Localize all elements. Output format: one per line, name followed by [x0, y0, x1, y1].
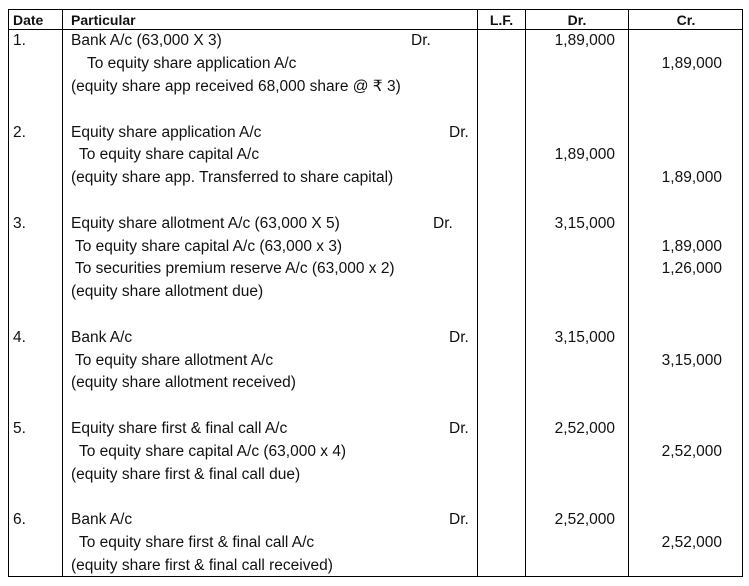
narration: (equity share first & final call due)	[71, 465, 301, 483]
header-date: Date	[13, 12, 44, 28]
column-divider	[477, 10, 478, 576]
credit-account: To equity share capital A/c (63,000 x 4)	[79, 442, 347, 460]
debit-account: Equity share allotment A/c (63,000 X 5)	[71, 214, 340, 232]
credit-amount: 1,89,000	[661, 169, 722, 187]
column-divider	[62, 10, 63, 576]
entry-number: 6.	[13, 511, 26, 529]
header-cr: Cr.	[676, 12, 696, 28]
credit-amount: 2,52,000	[661, 533, 722, 551]
debit-amount: 1,89,000	[554, 32, 615, 50]
credit-amount: 1,89,000	[661, 237, 722, 255]
debit-account: Equity share application A/c	[71, 123, 262, 141]
narration: (equity share allotment due)	[71, 283, 264, 301]
entry-number: 3.	[13, 214, 26, 232]
narration: (equity share first & final call received)	[71, 556, 333, 574]
entry-number: 2.	[13, 123, 26, 141]
narration: (equity share allotment received)	[71, 374, 296, 392]
debit-amount: 1,89,000	[554, 146, 615, 164]
entry-number: 5.	[13, 419, 26, 437]
journal-table	[8, 9, 743, 577]
debit-account: Equity share first & final call A/c	[71, 419, 288, 437]
dr-marker: Dr.	[449, 123, 469, 141]
narration: (equity share app received 68,000 share @ ₹ 3)	[71, 77, 401, 95]
credit-account: To equity share application A/c	[87, 55, 297, 73]
entry-number: 1.	[13, 32, 26, 50]
dr-marker: Dr.	[449, 328, 469, 346]
credit-account: To equity share capital A/c (63,000 x 3)	[75, 237, 343, 255]
header-particular: Particular	[71, 12, 136, 28]
dr-marker: Dr.	[449, 419, 469, 437]
column-divider	[525, 10, 526, 576]
credit-amount: 1,26,000	[661, 260, 722, 278]
credit-account: To equity share first & final call A/c	[79, 533, 315, 551]
credit-amount: 3,15,000	[661, 351, 722, 369]
dr-marker: Dr.	[449, 511, 469, 529]
dr-marker: Dr.	[411, 32, 431, 50]
credit-amount: 2,52,000	[661, 442, 722, 460]
header-lf: L.F.	[489, 12, 514, 28]
debit-amount: 3,15,000	[554, 328, 615, 346]
debit-amount: 3,15,000	[554, 214, 615, 232]
header-dr: Dr.	[567, 12, 587, 28]
entry-number: 4.	[13, 328, 26, 346]
debit-amount: 2,52,000	[554, 511, 615, 529]
narration: (equity share app. Transferred to share capital)	[71, 169, 394, 187]
credit-account: To equity share allotment A/c	[75, 351, 274, 369]
debit-account: Bank A/c (63,000 X 3)	[71, 32, 222, 50]
credit-account: To securities premium reserve A/c (63,000 x 2)	[75, 260, 395, 278]
credit-account: To equity share capital A/c	[79, 146, 260, 164]
credit-amount: 1,89,000	[661, 55, 722, 73]
column-divider	[628, 10, 629, 576]
debit-account: Bank A/c	[71, 328, 133, 346]
debit-account: Bank A/c	[71, 511, 133, 529]
debit-amount: 2,52,000	[554, 419, 615, 437]
dr-marker: Dr.	[433, 214, 453, 232]
